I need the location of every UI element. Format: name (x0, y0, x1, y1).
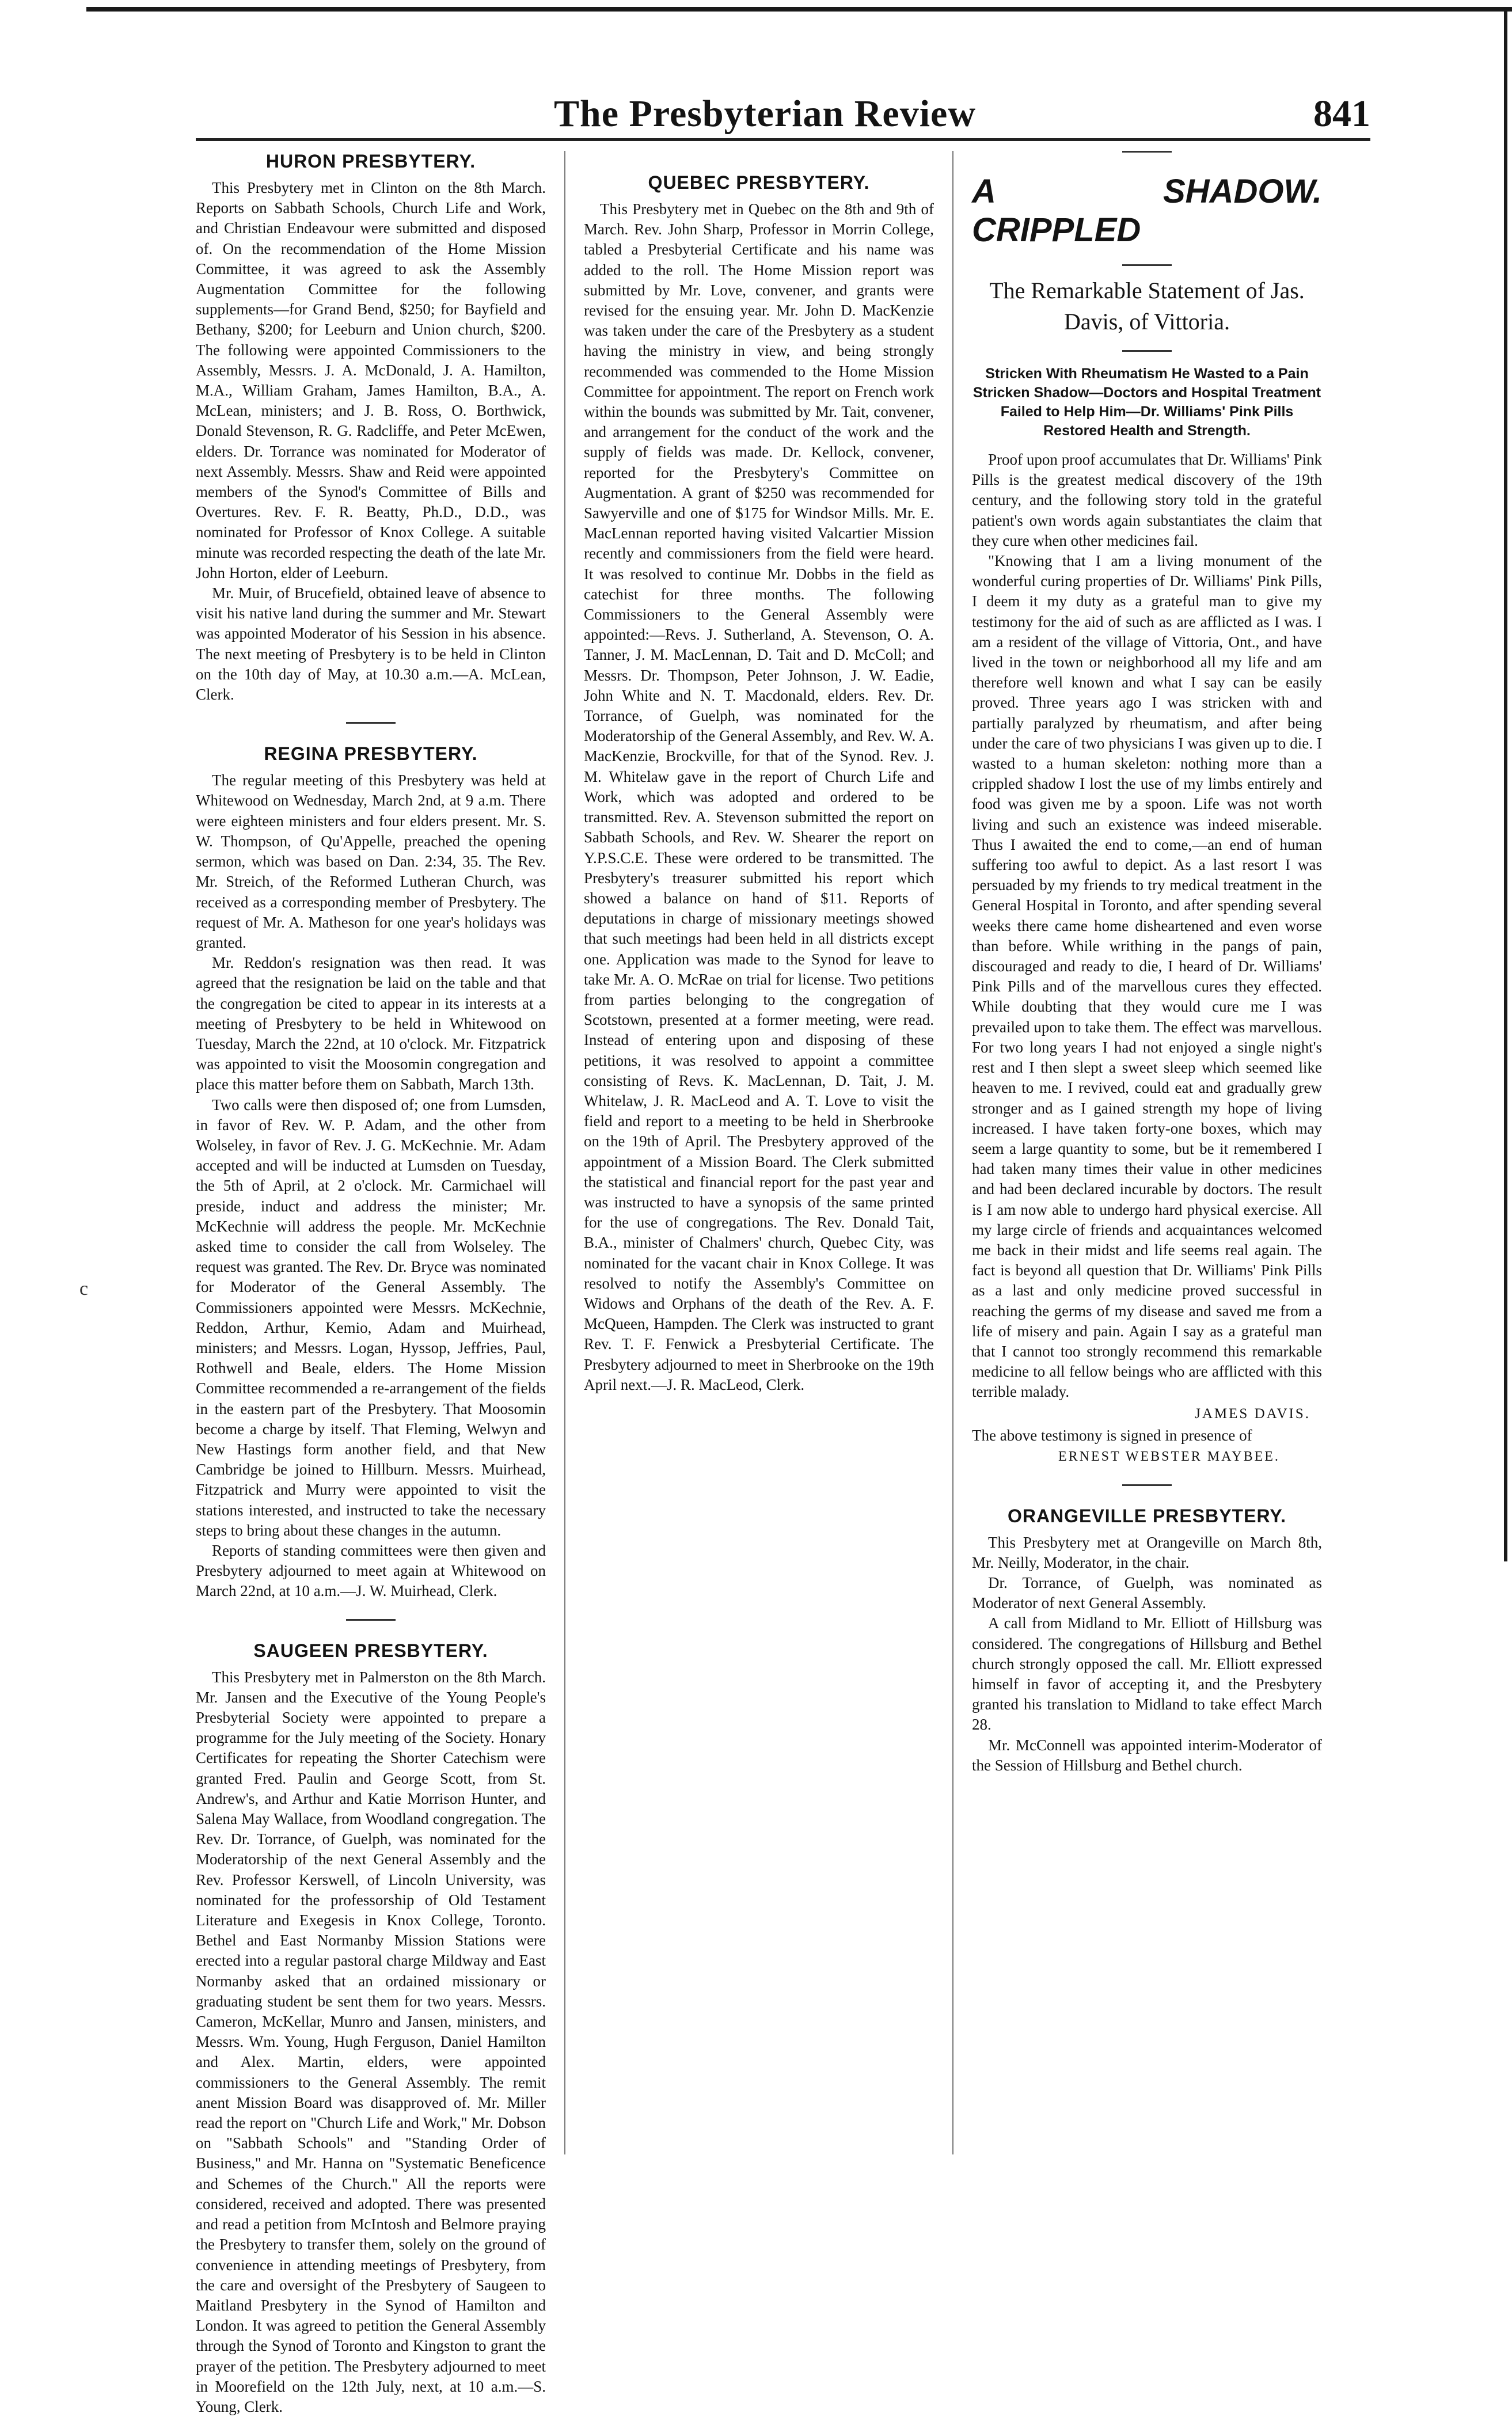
quebec-paragraph: This Presbytery met in Quebec on the 8th and 9th of March. Rev. John Sharp, Professor in Morrin College, tabled a Presbyterial Certificate and his name was added to the roll. The Home Mission report was submitted by Mr. Love, convener, and grants were revised for the ensuing year. Mr. John D. MacKenzie was taken under the care of the Presbytery as a student having the ministry in view, and being strongly recommended was commended to the Home Mission Committee for appointment. The report on French work within the bounds was submitted by Mr. Tait, convener, and arrangement for the conduct of the work and the supply of fields was made. Dr. Kellock, convener, reported for the Presbytery's Committee on Augmentation. A grant of $250 was recommended for Sawyerville and one of $175 for Windsor Mills. Mr. E. MacLennan reported having visited Valcartier Mission recently and commissioners from the field were heard. It was resolved to continue Mr. Dobbs in the field as catechist for three months. The following Commissioners to the General Assembly were appointed:—Revs. J. Sutherland, A. Stevenson, O. A. Tanner, J. M. MacLennan, D. Tait and D. McColl; and Messrs. Dr. Thompson, Peter Johnson, J. W. Eadie, John White and N. T. Macdonald, elders. Rev. Dr. Torrance, of Guelph, was nominated for the Moderatorship of the General Assembly, and Rev. W. A. MacKenzie, Brockville, for that of the Synod. Rev. J. M. Whitelaw gave in the report of Church Life and Work, which was adopted and ordered to be transmitted. Rev. A. Stevenson submitted the report on Sabbath Schools, and Rev. W. Shearer the report on Y.P.S.C.E. These were ordered to be transmitted. The Presbytery's treasurer submitted his report which showed a balance on hand of $11. Reports of deputations in charge of missionary meetings showed that such meetings had been held in all districts except one. Application was made to the Synod for leave to take Mr. A. O. McRae on trial for license. Two petitions from parties belonging to the congregation of Scotstown, presented at a former meeting, were read. Instead of entering upon and disposing of these petitions, it was resolved to appoint a committee consisting of Revs. K. MacLennan, D. Tait, J. M. Whitelaw, J. R. MacLeod and A. T. Love to visit the field and report to a meeting to be held in Sherbrooke on the 19th of April. The Presbytery approved of the appointment of a Mission Board. The Clerk submitted the statistical and financial report for the past year and was instructed to have a synopsis of the same printed for the use of congregations. The Rev. Donald Tait, B.A., minister of Chalmers' church, Quebec City, was nominated for the vacant chair in Knox College. It was resolved to notify the Assembly's Committee on Widows and Orphans of the death of the Rev. A. F. McQueen, Hampden. The Clerk was instructed to grant Rev. T. F. Fenwick a Presbyterial Certificate. The Presbytery adjourned to meet in Sherbrooke on the 19th April next.—J. R. MacLeod, Clerk. (584, 200, 934, 1393)
witness-text: The above testimony is signed in presence of (972, 1426, 1252, 1444)
crippled-shadow-article (972, 172, 1322, 1467)
article-subtitle: The Remarkable Statement of Jas. Davis, of Vittoria. (989, 278, 1305, 335)
regina-paragraph: Two calls were then disposed of; one from Lumsden, in favor of Rev. W. P. Adam, and the other from Wolseley, in favor of Rev. J. G. McKechnie. Mr. Adam accepted and will be inducted at Lumsden on Tuesday, the 5th of April, at 2 o'clock. Mr. Carmichael will preside, induct and address the minister; Mr. McKechnie will address the people. Mr. McKechnie asked time to consider the call from Wolseley. The request was granted. The Rev. Dr. Bryce was nominated for Moderator of the General Assembly. The Commissioners appointed were Messrs. McKechnie, Reddon, Arthur, Kemio, Adam and Muirhead, ministers; and Messrs. Logan, Hyssop, Jeffries, Paul, Rothwell and Beale, elders. The Home Mission Committee recommended a re-arrangement of the fields in the eastern part of the Presbytery. That Moosomin become a charge by itself. That Fleming, Welwyn and New Hastings form another field, and that New Cambridge be joined to Hillburn. Messrs. Muirhead, Fitzpatrick and Murry were appointed to visit the stations interested, and instructed to take the necessary steps to bring about these changes in the autumn. (196, 1096, 546, 1539)
article-title-left: A CRIPPLED (972, 173, 1141, 249)
subtitle-divider (1122, 350, 1172, 352)
orangeville-heading: ORANGEVILLE PRESBYTERY. (1007, 1505, 1287, 1526)
regina-article (196, 743, 546, 1601)
quebec-article (584, 172, 934, 1395)
page-number: 841 (1313, 93, 1370, 135)
article-signature: JAMES DAVIS. (1195, 1405, 1310, 1422)
regina-paragraph: Mr. Reddon's resignation was then read. It was agreed that the resignation be laid on the table and that the congregation be cited to appear in its interests at a meeting of Presbytery to be held in Whitewood on Tuesday, March the 22nd, at 10 o'clock. Mr. Fitzpatrick was appointed to visit the Moosomin congregation and place this matter before them on Sabbath, March 13th. (196, 954, 546, 1093)
witness-name: ERNEST WEBSTER MAYBEE. (1058, 1449, 1280, 1464)
column-2 (584, 151, 934, 1395)
page-border-right (1504, 7, 1507, 1561)
orangeville-paragraph: Dr. Torrance, of Guelph, was nominated as Moderator of next General Assembly. (972, 1574, 1322, 1612)
witness-line (972, 1426, 1322, 1467)
page-header (196, 92, 1370, 141)
section-divider (346, 1619, 396, 1621)
saugeen-heading: SAUGEEN PRESBYTERY. (253, 1640, 488, 1661)
huron-heading: HURON PRESBYTERY. (265, 151, 476, 172)
section-divider (1122, 151, 1172, 153)
huron-article (196, 151, 546, 705)
title-divider (1122, 264, 1172, 266)
column-rule (564, 151, 565, 2154)
article-paragraph: "Knowing that I am a living monument of the wonderful curing properties of Dr. Williams' Pink Pills, I deem it my duty as a grateful man to give my testimony for the aid of such as are afflicted as I was. I am a resident of the village of Vittoria, Ont., and have lived in the town or neighborhood all my life and am therefore well known and what I say can be easily proved. Three years ago I was stricken with and partially paralyzed by rheumatism, and after being under the care of two physicians I was given up to die. I wasted to a human skeleton: nothing more than a crippled shadow I lost the use of my limbs entirely and food was given me by a spoon. Life was not worth living and such an existence was indeed miserable. Thus I awaited the end to come,—an end of human suffering too awful to depict. As a last resort I was persuaded by my friends to try medical treatment in the General Hospital in Toronto, and after spending several weeks there came home disheartened and even worse than before. While writhing in the pangs of pain, discouraged and ready to die, I heard of Dr. Williams' Pink Pills and of the marvellous cures they effected. While doubting that they would cure me I was prevailed upon to take them. The effect was marvellous. For two long years I had not enjoyed a single night's rest and I then slept a sweet sleep which seemed like heaven to me. I revived, could eat and gradually grew stronger and as I gained strength my hope of living increased. I have taken forty-one boxes, which may seem a large quantity to some, but be it remembered I had taken many times their value in other medicines and had been declared incurable by doctors. The result is I am now able to undergo hard physical exercise. All my large circle of friends and acquaintances welcomed me back in their midst and life seems real again. The fact is beyond all question that Dr. Williams' Pink Pills as a last and only medicine proved successful in reaching the germs of my disease and saved me from a life of misery and pain. Again I say as a grateful man that I cannot too strongly recommend this remarkable medicine to all fellow beings who are afflicted with this terrible malady. (972, 552, 1322, 1401)
orangeville-paragraph: Mr. McConnell was appointed interim-Moderator of the Session of Hillsburg and Bethel church. (972, 1736, 1322, 1774)
regina-paragraph: The regular meeting of this Presbytery was held at Whitewood on Wednesday, March 2nd, at 9 a.m. There were eighteen ministers and four elders present. Mr. S. W. Thompson, of Qu'Appelle, preached the opening sermon, which was based on Dan. 2:34, 35. The Rev. Mr. Streich, of the Reformed Lutheran Church, was received as a corresponding member of Presbytery. The request of Mr. A. Matheson for one year's holidays was granted. (196, 772, 546, 951)
article-title (972, 172, 1322, 249)
page-border-top (86, 7, 1512, 12)
saugeen-paragraph: This Presbytery met in Palmerston on the 8th March. Mr. Jansen and the Executive of the Young People's Presbyterial Society were appointed to prepare a programme for the July meeting of the Society. Honary Certificates for repeating the Shorter Catechism were granted Fred. Paulin and George Scott, from St. Andrew's, and Arthur and Katie Morrison Hunter, and Salena May Wallace, from Woodland congregation. The Rev. Dr. Torrance, of Guelph, was nominated for the Moderatorship of the next General Assembly and the Rev. Professor Kerswell, of Lincoln University, was nominated for the professorship of Old Testament Literature and Exegesis in Knox College, Toronto. Bethel and East Normanby Mission Stations were erected into a regular pastoral charge Mildway and East Normanby asked that an ordained missionary or graduating student be sent them for two years. Messrs. Cameron, McKellar, Munro and Jansen, ministers, and Messrs. Wm. Young, Hugh Ferguson, Daniel Hamilton and Alex. Martin, elders, were appointed commissioners to the General Assembly. The remit anent Mission Board was disapproved of. Mr. Miller read the report on "Church Life and Work," Mr. Dobson on "Sabbath Schools" and "Standing Order of Business," and Mr. Hanna on "Systematic Beneficence and Schemes of the Church." All the reports were considered, received and adopted. There was presented and read a petition from McIntosh and Belmore praying the Presbytery to transfer them, solely on the ground of convenience in attending meetings of Presbytery, from the care and oversight of the Presbytery of Saugeen to Maitland Presbytery in the Synod of Hamilton and London. It was agreed to petition the General Assembly through the Synod of Toronto and Kingston to grant the prayer of the petition. The Presbytery adjourned to meet in Moorefield on the 12th July, next, at 10 a.m.—S. Young, Clerk. (196, 1668, 546, 2415)
article-paragraph: Proof upon proof accumulates that Dr. Williams' Pink Pills is the greatest medical discovery of the 19th century, and the following story told in the grateful patient's own words again substantiates the claim that they cure when other medicines fail. (972, 451, 1322, 549)
orangeville-paragraph: This Presbytery met at Orangeville on March 8th, Mr. Neilly, Moderator, in the chair. (972, 1533, 1322, 1571)
regina-heading: REGINA PRESBYTERY. (264, 743, 478, 765)
margin-mark: c (79, 1278, 89, 1299)
saugeen-article (196, 1640, 546, 2417)
article-deck: Stricken With Rheumatism He Wasted to a Pain Stricken Shadow—Doctors and Hospital Treatment Failed to Help Him—Dr. Williams' Pink Pills Restored Health and Strength. (972, 366, 1321, 439)
article-title-right: SHADOW. (1163, 173, 1322, 210)
huron-paragraph: This Presbytery met in Clinton on the 8th March. Reports on Sabbath Schools, Church Life and Work, and Christian Endeavour were submitted and disposed of. On the recommendation of the Home Mission Committee, it was agreed to ask the Assembly Augmentation Committee for the following supplements—for Grand Bend, $250; for Bayfield and Bethany, $200; for Leeburn and Union church, $200. The following were appointed Commissioners to the Assembly, Messrs. J. A. McDonald, J. A. Hamilton, M.A., William Graham, James Hamilton, B.A., A. McLean, ministers; and J. B. Ross, O. Borthwick, Donald Stevenson, R. G. Radcliffe, and Peter McEwen, elders. Dr. Torrance was nominated for Moderator of next Assembly. Messrs. Shaw and Reid were appointed members of the Synod's Committee of Bills and Overtures. Rev. F. R. Beatty, Ph.D., D.D., was nominated for Professor of Knox College. A suitable minute was recorded respecting the death of the late Mr. John Horton, elder of Leeburn. (196, 179, 546, 582)
quebec-heading: QUEBEC PRESBYTERY. (648, 172, 870, 193)
regina-paragraph: Reports of standing committees were then given and Presbytery adjourned to meet again at Whitewood on March 22nd, at 10 a.m.—J. W. Muirhead, Clerk. (196, 1542, 546, 1600)
huron-paragraph: Mr. Muir, of Brucefield, obtained leave of absence to visit his native land during the summer and Mr. Stewart was appointed Moderator of his Session in his absence. The next meeting of Presbytery is to be held in Clinton on the 10th day of May, at 10.30 a.m.—A. McLean, Clerk. (196, 584, 546, 704)
journal-title: The Presbyterian Review (554, 93, 976, 135)
orangeville-paragraph: A call from Midland to Mr. Elliott of Hillsburg was considered. The congregations of Hillsburg and Bethel church strongly opposed the call. Mr. Elliott expressed himself in favor of accepting it, and the Presbytery granted his translation to Midland to take effect March 28. (972, 1614, 1322, 1734)
section-divider (346, 722, 396, 724)
column-rule (952, 151, 953, 2154)
column-3 (972, 151, 1322, 1776)
section-divider (1122, 1484, 1172, 1486)
orangeville-article (972, 1506, 1322, 1776)
column-1 (196, 151, 546, 2417)
